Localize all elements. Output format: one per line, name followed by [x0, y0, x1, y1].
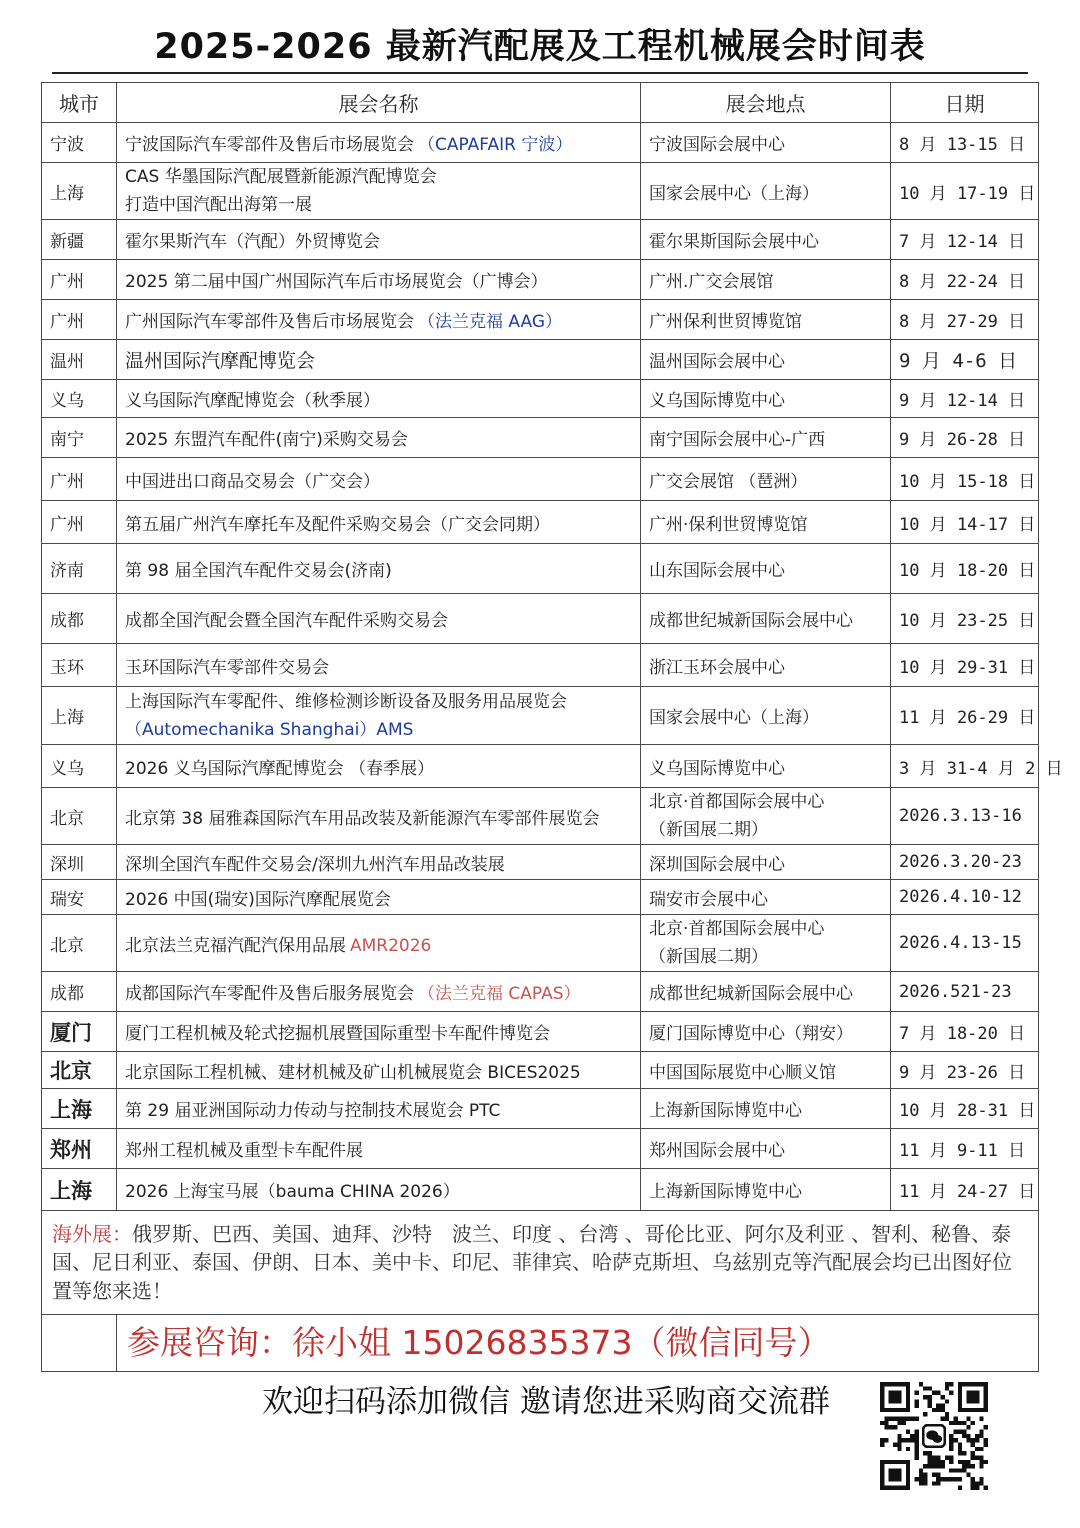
venue-line: 深圳国际会展中心 — [649, 854, 785, 875]
date-label: 2026.3.13-16 — [899, 806, 1022, 826]
city-cell — [42, 594, 117, 644]
date-label: 10 月 28-31 日 — [899, 1101, 1036, 1121]
exhibition-name-line: 北京国际工程机械、建材机械及矿山机械展览会 BICES2025 — [125, 1062, 581, 1083]
date-label: 11 月 9-11 日 — [899, 1141, 1026, 1161]
date-cell — [891, 123, 1039, 163]
table-row — [42, 123, 1039, 163]
exhibition-name-line: 2025 东盟汽车配件(南宁)采购交易会 — [125, 430, 408, 450]
exhibition-name-line: 郑州工程机械及重型卡车配件展 — [125, 1141, 363, 1161]
date-cell — [891, 880, 1039, 915]
overseas-label: 海外展： — [52, 1221, 132, 1246]
venue-line: 郑州国际会展中心 — [649, 1141, 785, 1161]
exhibition-name-line: 温州国际汽摩配博览会 — [125, 350, 316, 372]
venue-cell — [641, 1052, 891, 1089]
table-row — [42, 163, 1039, 220]
city-cell — [42, 915, 117, 972]
venue-line: （新国展二期） — [649, 947, 768, 967]
date-label: 9 月 26-28 日 — [899, 430, 1026, 450]
exhibition-name-line: 成都全国汽配会暨全国汽车配件采购交易会 — [125, 611, 448, 631]
exhibition-name-cell — [117, 972, 641, 1012]
exhibition-name-cell — [117, 1129, 641, 1169]
exhibition-name-line: 第 98 届全国汽车配件交易会(济南) — [125, 561, 392, 581]
city-cell — [42, 745, 117, 788]
city-cell — [42, 845, 117, 880]
city-cell — [42, 220, 117, 260]
table-row — [42, 1052, 1039, 1089]
city-cell — [42, 163, 117, 220]
date-label: 9 月 12-14 日 — [899, 391, 1026, 411]
date-cell — [891, 594, 1039, 644]
exhibition-name-cell — [117, 1052, 641, 1089]
date-label: 2026.4.10-12 — [899, 887, 1022, 907]
exhibition-name-line: 2025 第二届中国广州国际汽车后市场展览会（广博会） — [125, 272, 548, 292]
city-label: 温州 — [50, 352, 84, 372]
contact-info: 参展咨询：徐小姐 15026835373（微信同号） — [117, 1315, 1039, 1372]
venue-line: 厦门国际博览中心（翔安） — [649, 1024, 853, 1044]
exhibition-name-line: （法兰克福 AAG） — [418, 312, 563, 332]
venue-cell — [641, 418, 891, 458]
venue-line: 成都世纪城新国际会展中心 — [649, 984, 853, 1004]
date-cell — [891, 1129, 1039, 1169]
venue-line: 上海新国际博览中心 — [649, 1182, 802, 1202]
city-label: 上海 — [50, 1097, 92, 1122]
date-cell — [891, 687, 1039, 745]
venue-cell — [641, 788, 891, 845]
overseas-note — [42, 1211, 1039, 1315]
city-cell — [42, 1052, 117, 1089]
footer-invite: 欢迎扫码添加微信 邀请您进采购商交流群 — [262, 1384, 830, 1420]
date-cell — [891, 1052, 1039, 1089]
venue-cell — [641, 594, 891, 644]
city-label: 玉环 — [50, 657, 84, 678]
city-label: 瑞安 — [50, 889, 84, 910]
date-cell — [891, 1012, 1039, 1052]
header-date: 日期 — [891, 83, 1039, 123]
venue-line: 上海新国际博览中心 — [649, 1101, 802, 1121]
table-row — [42, 260, 1039, 300]
city-cell — [42, 687, 117, 745]
table-row — [42, 300, 1039, 340]
exhibition-name-cell — [117, 123, 641, 163]
exhibition-name-line: （Automechanika Shanghai）AMS — [125, 719, 414, 740]
date-label: 2026.3.20-23 — [899, 852, 1022, 872]
date-cell — [891, 163, 1039, 220]
date-cell — [891, 644, 1039, 687]
table-row — [42, 1129, 1039, 1169]
venue-cell — [641, 300, 891, 340]
city-label: 广州 — [50, 312, 84, 332]
venue-line: 宁波国际会展中心 — [649, 135, 785, 155]
date-label: 2026.4.13-15 — [899, 933, 1022, 953]
city-label: 上海 — [50, 1178, 92, 1203]
exhibition-name-line: 2026 义乌国际汽摩配博览会 （春季展） — [125, 758, 435, 779]
date-cell — [891, 220, 1039, 260]
exhibition-name-cell — [117, 501, 641, 544]
exhibition-name-cell — [117, 418, 641, 458]
venue-cell — [641, 880, 891, 915]
city-cell — [42, 260, 117, 300]
exhibition-name-line: 霍尔果斯汽车（汽配）外贸博览会 — [125, 232, 380, 252]
exhibition-name-line: AMR2026 — [350, 935, 432, 956]
city-label: 义乌 — [50, 391, 84, 411]
city-cell — [42, 340, 117, 380]
venue-line: 霍尔果斯国际会展中心 — [649, 232, 819, 252]
city-label: 广州 — [50, 514, 84, 535]
contact-spacer — [42, 1315, 117, 1372]
date-label: 2026.521-23 — [899, 981, 1012, 1002]
date-cell — [891, 1169, 1039, 1211]
date-label: 11 月 24-27 日 — [899, 1182, 1036, 1202]
city-cell — [42, 644, 117, 687]
venue-line: 广州保利世贸博览馆 — [649, 312, 802, 332]
venue-cell — [641, 1012, 891, 1052]
exhibition-name-cell — [117, 745, 641, 788]
date-cell — [891, 972, 1039, 1012]
city-cell — [42, 880, 117, 915]
table-row — [42, 880, 1039, 915]
venue-line: 国家会展中心（上海） — [649, 183, 819, 204]
venue-line: 北京·首都国际会展中心 — [649, 919, 825, 939]
city-cell — [42, 1169, 117, 1211]
city-cell — [42, 788, 117, 845]
table-header-row — [42, 83, 1039, 123]
venue-line: 义乌国际博览中心 — [649, 391, 785, 411]
header-city: 城市 — [42, 83, 117, 123]
city-label: 北京 — [50, 808, 84, 829]
city-label: 成都 — [50, 611, 84, 631]
exhibition-name-line: （法兰克福 CAPAS） — [418, 984, 581, 1004]
exhibition-name-cell — [117, 915, 641, 972]
exhibition-name-cell — [117, 1169, 641, 1211]
venue-line: 浙江玉环会展中心 — [649, 657, 785, 678]
city-cell — [42, 501, 117, 544]
exhibition-name-cell — [117, 544, 641, 594]
venue-line: （新国展二期） — [649, 820, 768, 840]
date-label: 10 月 17-19 日 — [899, 183, 1036, 204]
table-row — [42, 687, 1039, 745]
date-label: 7 月 18-20 日 — [899, 1024, 1026, 1044]
venue-cell — [641, 745, 891, 788]
date-cell — [891, 260, 1039, 300]
qr-code-icon[interactable] — [880, 1382, 988, 1490]
exhibition-name-line: 上海国际汽车零配件、维修检测诊断设备及服务用品展览会 — [125, 691, 567, 712]
city-cell — [42, 458, 117, 501]
exhibition-name-cell — [117, 1089, 641, 1129]
city-cell — [42, 418, 117, 458]
table-row — [42, 972, 1039, 1012]
date-label: 8 月 22-24 日 — [899, 272, 1026, 292]
exhibition-name-cell — [117, 220, 641, 260]
city-cell — [42, 380, 117, 418]
date-label: 3 月 31-4 月 2 日 — [899, 758, 1063, 779]
venue-cell — [641, 163, 891, 220]
table-row — [42, 1012, 1039, 1052]
venue-cell — [641, 915, 891, 972]
date-label: 7 月 12-14 日 — [899, 232, 1026, 252]
city-label: 深圳 — [50, 854, 84, 875]
exhibition-name-line: 宁波国际汽车零部件及售后市场展览会 — [125, 135, 414, 155]
exhibition-name-line: 成都国际汽车零配件及售后服务展览会 — [125, 984, 414, 1004]
city-label: 上海 — [50, 708, 84, 728]
venue-line: 北京·首都国际会展中心 — [649, 792, 825, 812]
city-cell — [42, 1089, 117, 1129]
exhibition-name-cell — [117, 163, 641, 220]
exhibition-name-line: 2026 上海宝马展（bauma CHINA 2026） — [125, 1182, 460, 1202]
table-row — [42, 544, 1039, 594]
exhibition-name-cell — [117, 340, 641, 380]
table-row — [42, 644, 1039, 687]
city-cell — [42, 1129, 117, 1169]
date-label: 10 月 23-25 日 — [899, 611, 1036, 631]
exhibition-name-cell — [117, 458, 641, 501]
exhibition-name-cell — [117, 788, 641, 845]
venue-line: 成都世纪城新国际会展中心 — [649, 611, 853, 631]
date-cell — [891, 544, 1039, 594]
city-label: 义乌 — [50, 758, 84, 779]
exhibition-name-cell — [117, 845, 641, 880]
exhibition-name-line: 北京第 38 届雅森国际汽车用品改装及新能源汽车零部件展览会 — [125, 808, 600, 829]
exhibition-name-line: CAS 华墨国际汽配展暨新能源汽配博览会 — [125, 167, 437, 187]
table-row — [42, 745, 1039, 788]
city-label: 济南 — [50, 561, 84, 581]
venue-line: 广州.广交会展馆 — [649, 272, 774, 292]
header-venue: 展会地点 — [641, 83, 891, 123]
venue-cell — [641, 1089, 891, 1129]
venue-cell — [641, 1169, 891, 1211]
venue-cell — [641, 458, 891, 501]
exhibition-name-cell — [117, 644, 641, 687]
exhibition-name-cell — [117, 594, 641, 644]
city-cell — [42, 972, 117, 1012]
city-label: 郑州 — [50, 1137, 92, 1162]
city-cell — [42, 123, 117, 163]
venue-cell — [641, 1129, 891, 1169]
venue-cell — [641, 220, 891, 260]
date-cell — [891, 458, 1039, 501]
date-label: 9 月 23-26 日 — [899, 1062, 1026, 1083]
venue-cell — [641, 380, 891, 418]
venue-cell — [641, 501, 891, 544]
city-label: 宁波 — [50, 135, 84, 155]
date-cell — [891, 745, 1063, 788]
exhibition-name-line: 北京法兰克福汽配汽保用品展 — [125, 935, 346, 956]
exhibition-name-line: 深圳全国汽车配件交易会/深圳九州汽车用品改装展 — [125, 854, 505, 875]
exhibition-name-line: 第五届广州汽车摩托车及配件采购交易会（广交会同期） — [125, 514, 550, 535]
page-title: 2025-2026 最新汽配展及工程机械展会时间表 — [154, 27, 926, 67]
venue-cell — [641, 123, 891, 163]
exhibition-name-line: （CAPAFAIR 宁波） — [418, 135, 573, 155]
venue-cell — [641, 687, 891, 745]
city-label: 广州 — [50, 471, 84, 492]
header-name: 展会名称 — [117, 83, 641, 123]
city-cell — [42, 1012, 117, 1052]
city-label: 广州 — [50, 272, 84, 292]
venue-line: 瑞安市会展中心 — [649, 889, 768, 910]
date-label: 11 月 26-29 日 — [899, 708, 1036, 728]
venue-line: 国家会展中心（上海） — [649, 708, 819, 728]
date-label: 10 月 29-31 日 — [899, 657, 1036, 678]
venue-line: 温州国际会展中心 — [649, 352, 785, 372]
date-cell — [891, 788, 1039, 845]
city-label: 上海 — [50, 183, 84, 204]
city-label: 厦门 — [50, 1020, 92, 1045]
date-label: 8 月 13-15 日 — [899, 135, 1026, 155]
exhibition-name-line: 打造中国汽配出海第一展 — [125, 195, 312, 215]
date-cell — [891, 418, 1039, 458]
date-cell — [891, 915, 1039, 972]
table-row — [42, 1169, 1039, 1211]
exhibition-name-cell — [117, 300, 641, 340]
exhibition-name-line: 玉环国际汽车零部件交易会 — [125, 657, 329, 678]
date-label: 10 月 18-20 日 — [899, 561, 1036, 581]
exhibition-name-cell — [117, 260, 641, 300]
exhibition-schedule-table — [41, 82, 1063, 1372]
table-row — [42, 501, 1039, 544]
date-cell — [891, 1089, 1039, 1129]
venue-line: 中国国际展览中心顺义馆 — [649, 1062, 836, 1083]
overseas-countries: 俄罗斯、巴西、美国、迪拜、沙特 波兰、印度 、台湾 、哥伦比亚、阿尔及利亚 、智利、秘鲁、泰国、尼日利亚、泰国、伊朗、日本、美中卡、印尼、菲律宾、哈萨克斯坦、乌兹别克等汽配展会均已出图好位置等您来选！ — [52, 1221, 1012, 1303]
venue-line: 广州·保利世贸博览馆 — [649, 514, 808, 535]
date-cell — [891, 380, 1039, 418]
date-label: 10 月 14-17 日 — [899, 514, 1036, 535]
date-cell — [891, 340, 1039, 380]
date-label: 10 月 15-18 日 — [899, 471, 1036, 492]
exhibition-name-cell — [117, 1012, 641, 1052]
table-row — [42, 594, 1039, 644]
exhibition-name-cell — [117, 880, 641, 915]
venue-line: 南宁国际会展中心-广西 — [649, 430, 826, 450]
table-row — [42, 845, 1039, 880]
exhibition-name-line: 厦门工程机械及轮式挖掘机展暨国际重型卡车配件博览会 — [125, 1024, 550, 1044]
title-underline — [52, 72, 1028, 74]
table-row — [42, 1089, 1039, 1129]
exhibition-name-line: 广州国际汽车零部件及售后市场展览会 — [125, 312, 414, 332]
date-label: 8 月 27-29 日 — [899, 312, 1026, 332]
date-label: 9 月 4-6 日 — [899, 350, 1018, 372]
table-row — [42, 915, 1039, 972]
venue-line: 义乌国际博览中心 — [649, 758, 785, 779]
exhibition-name-cell — [117, 687, 641, 745]
venue-line: 山东国际会展中心 — [649, 561, 785, 581]
city-label: 南宁 — [50, 430, 84, 450]
venue-cell — [641, 845, 891, 880]
table-row — [42, 418, 1039, 458]
city-label: 成都 — [50, 984, 84, 1004]
city-cell — [42, 300, 117, 340]
exhibition-name-line: 2026 中国(瑞安)国际汽摩配展览会 — [125, 889, 391, 910]
venue-cell — [641, 260, 891, 300]
table-row — [42, 340, 1039, 380]
city-label: 北京 — [50, 1059, 92, 1083]
table-row — [42, 458, 1039, 501]
venue-line: 广交会展馆 （琶洲） — [649, 471, 808, 492]
exhibition-name-line: 中国进出口商品交易会（广交会） — [125, 471, 380, 492]
date-cell — [891, 501, 1039, 544]
contact-row — [42, 1315, 1039, 1372]
overseas-row — [42, 1211, 1039, 1315]
venue-cell — [641, 544, 891, 594]
city-cell — [42, 544, 117, 594]
city-label: 新疆 — [50, 232, 84, 252]
exhibition-name-line: 第 29 届亚洲国际动力传动与控制技术展览会 PTC — [125, 1101, 501, 1121]
venue-cell — [641, 340, 891, 380]
date-cell — [891, 300, 1039, 340]
exhibition-name-cell — [117, 380, 641, 418]
venue-cell — [641, 644, 891, 687]
venue-cell — [641, 972, 891, 1012]
date-cell — [891, 845, 1039, 880]
table-row — [42, 220, 1039, 260]
table-row — [42, 380, 1039, 418]
table-row — [42, 788, 1039, 845]
city-label: 北京 — [50, 935, 84, 956]
exhibition-name-line: 义乌国际汽摩配博览会（秋季展） — [125, 391, 380, 411]
